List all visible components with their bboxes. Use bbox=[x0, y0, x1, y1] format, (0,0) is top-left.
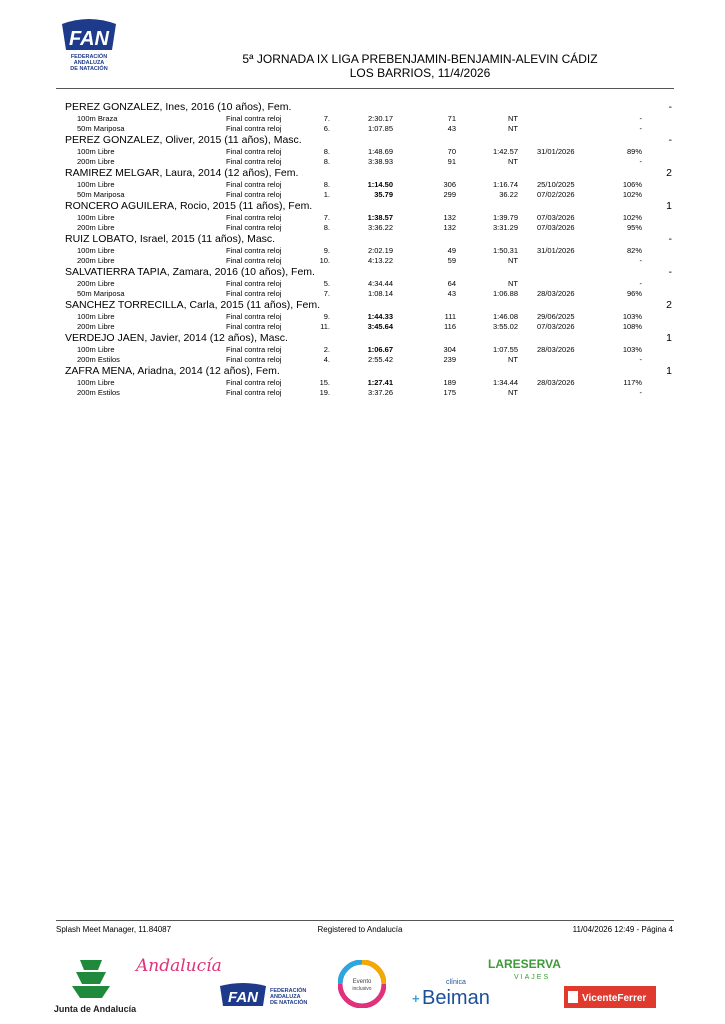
event-place: 7. bbox=[323, 213, 330, 222]
event-percentage: - bbox=[639, 355, 642, 364]
event-time: 1:44.33 bbox=[367, 312, 393, 321]
swimmer-points: 1 bbox=[666, 332, 672, 344]
event-percentage: 103% bbox=[622, 312, 642, 321]
event-row bbox=[0, 355, 725, 365]
event-reference-date: 25/10/2025 bbox=[537, 180, 575, 189]
event-row bbox=[0, 312, 725, 322]
event-type: Final contra reloj bbox=[226, 147, 282, 156]
event-reference-time: 1:42.57 bbox=[492, 147, 518, 156]
event-name: 100m Libre bbox=[77, 213, 115, 222]
event-reference-time: NT bbox=[508, 114, 518, 123]
event-reference-date: 07/03/2026 bbox=[537, 213, 575, 222]
event-fina-points: 239 bbox=[443, 355, 456, 364]
event-percentage: 89% bbox=[626, 147, 642, 156]
event-type: Final contra reloj bbox=[226, 157, 282, 166]
swimmer-row bbox=[0, 200, 725, 213]
event-place: 8. bbox=[323, 223, 330, 232]
svg-text:clínica: clínica bbox=[446, 979, 466, 986]
event-row bbox=[0, 246, 725, 256]
event-reference-date: 07/02/2026 bbox=[537, 190, 575, 199]
event-name: 200m Libre bbox=[77, 157, 115, 166]
event-percentage: - bbox=[639, 124, 642, 133]
event-row bbox=[0, 114, 725, 124]
event-row bbox=[0, 190, 725, 200]
event-type: Final contra reloj bbox=[226, 190, 282, 199]
footer-registration: Registered to Andalucía bbox=[317, 925, 403, 934]
event-row bbox=[0, 378, 725, 388]
andalucia-logo bbox=[134, 952, 224, 978]
swimmer-row bbox=[0, 101, 725, 114]
event-percentage: 103% bbox=[622, 345, 642, 354]
event-reference-time: NT bbox=[508, 157, 518, 166]
event-fina-points: 132 bbox=[443, 213, 456, 222]
page-title: 5ª JORNADA IX LIGA PREBENJAMIN-BENJAMIN-ALEVIN CÁDIZ bbox=[242, 52, 598, 66]
event-time: 4:34.44 bbox=[367, 279, 393, 288]
event-time: 1:48.69 bbox=[367, 147, 393, 156]
event-percentage: 102% bbox=[622, 213, 642, 222]
event-reference-time: NT bbox=[508, 279, 518, 288]
footer-software: Splash Meet Manager, 11.84087 bbox=[56, 925, 172, 934]
event-time: 1:14.50 bbox=[367, 180, 393, 189]
event-fina-points: 70 bbox=[447, 147, 456, 156]
junta-andalucia-logo bbox=[50, 958, 140, 1018]
event-row bbox=[0, 388, 725, 398]
svg-text:FEDERACIÓN: FEDERACIÓN bbox=[70, 54, 108, 60]
header-divider bbox=[56, 88, 674, 89]
event-percentage: 82% bbox=[626, 246, 642, 255]
event-time: 3:45.64 bbox=[367, 322, 393, 331]
event-fina-points: 306 bbox=[443, 180, 456, 189]
event-fina-points: 132 bbox=[443, 223, 456, 232]
event-fina-points: 43 bbox=[447, 124, 456, 133]
event-row bbox=[0, 147, 725, 157]
event-time: 3:37.26 bbox=[367, 388, 393, 397]
event-row bbox=[0, 157, 725, 167]
event-type: Final contra reloj bbox=[226, 213, 282, 222]
swimmer-row bbox=[0, 332, 725, 345]
svg-text:ANDALUZA: ANDALUZA bbox=[73, 60, 105, 66]
event-percentage: 95% bbox=[626, 223, 642, 232]
swimmer-name: PEREZ GONZALEZ, Ines, 2016 (10 años), Fem. bbox=[65, 101, 292, 113]
swimmer-points: 1 bbox=[666, 365, 672, 377]
event-reference-time: 1:16.74 bbox=[492, 180, 518, 189]
event-place: 19. bbox=[319, 388, 330, 397]
svg-text:VIAJES: VIAJES bbox=[514, 974, 551, 981]
event-name: 200m Libre bbox=[77, 256, 115, 265]
swimmer-row bbox=[0, 167, 725, 180]
lareserva-logo bbox=[486, 956, 578, 982]
event-percentage: - bbox=[639, 157, 642, 166]
event-place: 5. bbox=[323, 279, 330, 288]
event-name: 200m Estilos bbox=[77, 388, 120, 397]
event-reference-time: NT bbox=[508, 124, 518, 133]
event-name: 100m Libre bbox=[77, 312, 115, 321]
event-reference-time: 3:31.29 bbox=[492, 223, 518, 232]
swimmer-name: VERDEJO JAEN, Javier, 2014 (12 años), Masc. bbox=[65, 332, 288, 344]
event-row bbox=[0, 289, 725, 299]
event-time: 1:07.85 bbox=[367, 124, 393, 133]
event-fina-points: 59 bbox=[447, 256, 456, 265]
event-name: 100m Libre bbox=[77, 246, 115, 255]
swimmer-points: 2 bbox=[666, 299, 672, 311]
swimmer-name: RUIZ LOBATO, Israel, 2015 (11 años), Masc. bbox=[65, 233, 276, 245]
event-name: 100m Libre bbox=[77, 147, 115, 156]
event-row bbox=[0, 345, 725, 355]
evento-inclusivo-logo bbox=[338, 960, 386, 1008]
event-type: Final contra reloj bbox=[226, 322, 282, 331]
event-type: Final contra reloj bbox=[226, 279, 282, 288]
swimmer-name: RONCERO AGUILERA, Rocio, 2015 (11 años), Fem. bbox=[65, 200, 313, 212]
swimmer-row bbox=[0, 299, 725, 312]
event-percentage: 108% bbox=[622, 322, 642, 331]
event-time: 2:02.19 bbox=[367, 246, 393, 255]
event-reference-time: 1:06.88 bbox=[492, 289, 518, 298]
swimmer-name: SANCHEZ TORRECILLA, Carla, 2015 (11 años), Fem. bbox=[65, 299, 321, 311]
event-reference-date: 31/01/2026 bbox=[537, 147, 575, 156]
swimmer-points: - bbox=[668, 101, 672, 113]
event-place: 7. bbox=[323, 289, 330, 298]
event-time: 35.79 bbox=[374, 190, 393, 199]
event-row bbox=[0, 124, 725, 134]
event-place: 1. bbox=[323, 190, 330, 199]
event-fina-points: 175 bbox=[443, 388, 456, 397]
event-percentage: 106% bbox=[622, 180, 642, 189]
svg-text:ANDALUZA: ANDALUZA bbox=[270, 994, 301, 1000]
event-row bbox=[0, 322, 725, 332]
page-subtitle: LOS BARRIOS, 11/4/2026 bbox=[349, 66, 491, 80]
event-time: 3:38.93 bbox=[367, 157, 393, 166]
event-percentage: - bbox=[639, 256, 642, 265]
event-reference-time: 1:50.31 bbox=[492, 246, 518, 255]
footer-divider bbox=[56, 920, 674, 921]
event-reference-time: 3:55.02 bbox=[492, 322, 518, 331]
event-percentage: 117% bbox=[623, 378, 642, 387]
event-reference-date: 28/03/2026 bbox=[537, 289, 575, 298]
event-percentage: - bbox=[639, 279, 642, 288]
event-name: 50m Mariposa bbox=[77, 289, 125, 298]
event-place: 15. bbox=[319, 378, 330, 387]
swimmer-points: - bbox=[668, 134, 672, 146]
event-type: Final contra reloj bbox=[226, 180, 282, 189]
svg-text:Andalucía: Andalucía bbox=[136, 956, 222, 976]
event-reference-time: 1:39.79 bbox=[492, 213, 518, 222]
event-type: Final contra reloj bbox=[226, 345, 282, 354]
svg-text:DE NATACIÓN: DE NATACIÓN bbox=[70, 66, 108, 72]
event-reference-time: 1:46.08 bbox=[492, 312, 518, 321]
event-type: Final contra reloj bbox=[226, 289, 282, 298]
event-place: 10. bbox=[319, 256, 330, 265]
swimmer-row bbox=[0, 134, 725, 147]
event-reference-time: 1:34.44 bbox=[492, 378, 518, 387]
event-time: 1:27.41 bbox=[367, 378, 393, 387]
vicente-ferrer-logo bbox=[564, 986, 656, 1008]
event-reference-time: NT bbox=[508, 388, 518, 397]
swimmer-points: - bbox=[668, 266, 672, 278]
event-time: 1:38.57 bbox=[367, 213, 393, 222]
results-list bbox=[0, 101, 725, 398]
event-percentage: - bbox=[639, 388, 642, 397]
event-row bbox=[0, 256, 725, 266]
event-reference-date: 07/03/2026 bbox=[537, 322, 575, 331]
event-reference-time: NT bbox=[508, 355, 518, 364]
svg-text:inclusivo: inclusivo bbox=[352, 986, 372, 992]
event-fina-points: 116 bbox=[444, 322, 456, 331]
svg-text:Beiman: Beiman bbox=[422, 987, 490, 1009]
event-reference-date: 29/06/2025 bbox=[537, 312, 575, 321]
fan-logo bbox=[58, 16, 120, 76]
event-place: 9. bbox=[323, 246, 330, 255]
event-name: 200m Libre bbox=[77, 322, 115, 331]
event-percentage: - bbox=[639, 114, 642, 123]
event-name: 100m Libre bbox=[77, 180, 115, 189]
event-name: 100m Braza bbox=[77, 114, 118, 123]
event-place: 9. bbox=[323, 312, 330, 321]
event-row bbox=[0, 213, 725, 223]
svg-text:+: + bbox=[412, 991, 420, 1006]
event-reference-date: 31/01/2026 bbox=[537, 246, 575, 255]
page-header bbox=[120, 52, 720, 80]
swimmer-name: RAMIREZ MELGAR, Laura, 2014 (12 años), Fem. bbox=[65, 167, 299, 179]
event-fina-points: 91 bbox=[447, 157, 456, 166]
event-type: Final contra reloj bbox=[226, 223, 282, 232]
swimmer-row bbox=[0, 266, 725, 279]
event-percentage: 102% bbox=[622, 190, 642, 199]
event-row bbox=[0, 223, 725, 233]
fan-logo-text: FAN bbox=[69, 28, 109, 50]
svg-text:VicenteFerrer: VicenteFerrer bbox=[582, 993, 647, 1004]
event-type: Final contra reloj bbox=[226, 124, 282, 133]
svg-text:Junta de Andalucía: Junta de Andalucía bbox=[53, 1004, 137, 1014]
event-row bbox=[0, 180, 725, 190]
event-time: 2:55.42 bbox=[367, 355, 393, 364]
event-reference-date: 07/03/2026 bbox=[537, 223, 575, 232]
event-name: 200m Estilos bbox=[77, 355, 120, 364]
event-time: 1:08.14 bbox=[367, 289, 393, 298]
event-fina-points: 299 bbox=[443, 190, 456, 199]
event-name: 100m Libre bbox=[77, 378, 115, 387]
swimmer-points: - bbox=[668, 233, 672, 245]
event-name: 50m Mariposa bbox=[77, 124, 125, 133]
event-type: Final contra reloj bbox=[226, 312, 282, 321]
event-fina-points: 64 bbox=[447, 279, 456, 288]
event-time: 2:30.17 bbox=[367, 114, 393, 123]
event-type: Final contra reloj bbox=[226, 246, 282, 255]
event-place: 11. bbox=[320, 322, 330, 331]
swimmer-name: PEREZ GONZALEZ, Oliver, 2015 (11 años), Masc. bbox=[65, 134, 302, 146]
swimmer-name: SALVATIERRA TAPIA, Zamara, 2016 (10 años), Fem. bbox=[65, 266, 315, 278]
event-type: Final contra reloj bbox=[226, 355, 282, 364]
event-place: 8. bbox=[323, 180, 330, 189]
svg-text:Evento: Evento bbox=[352, 979, 372, 985]
svg-text:DE NATACIÓN: DE NATACIÓN bbox=[270, 1000, 308, 1006]
event-fina-points: 71 bbox=[447, 114, 456, 123]
event-percentage: 96% bbox=[626, 289, 642, 298]
event-reference-time: NT bbox=[508, 256, 518, 265]
event-name: 100m Libre bbox=[77, 345, 115, 354]
event-type: Final contra reloj bbox=[226, 256, 282, 265]
svg-text:LARESERVA: LARESERVA bbox=[488, 957, 561, 971]
event-place: 6. bbox=[323, 124, 330, 133]
event-type: Final contra reloj bbox=[226, 388, 282, 397]
event-type: Final contra reloj bbox=[226, 378, 282, 387]
svg-text:FEDERACIÓN: FEDERACIÓN bbox=[270, 988, 307, 994]
swimmer-row bbox=[0, 365, 725, 378]
svg-text:FAN: FAN bbox=[228, 989, 258, 1006]
event-fina-points: 304 bbox=[443, 345, 456, 354]
swimmer-name: ZAFRA MENA, Ariadna, 2014 (12 años), Fem. bbox=[65, 365, 280, 377]
event-place: 8. bbox=[323, 157, 330, 166]
swimmer-points: 2 bbox=[666, 167, 672, 179]
swimmer-points: 1 bbox=[666, 200, 672, 212]
event-reference-date: 28/03/2026 bbox=[537, 345, 575, 354]
event-reference-time: 36.22 bbox=[499, 190, 518, 199]
event-name: 200m Libre bbox=[77, 279, 115, 288]
event-fina-points: 111 bbox=[444, 312, 456, 321]
event-time: 4:13.22 bbox=[367, 256, 393, 265]
event-place: 7. bbox=[323, 114, 330, 123]
event-reference-date: 28/03/2026 bbox=[537, 378, 575, 387]
event-fina-points: 189 bbox=[443, 378, 456, 387]
footer-date-page: 11/04/2026 12:49 - Página 4 bbox=[572, 925, 673, 934]
event-place: 2. bbox=[323, 345, 330, 354]
event-name: 50m Mariposa bbox=[77, 190, 125, 199]
event-time: 1:06.67 bbox=[367, 345, 393, 354]
swimmer-row bbox=[0, 233, 725, 246]
event-fina-points: 49 bbox=[447, 246, 456, 255]
event-type: Final contra reloj bbox=[226, 114, 282, 123]
event-place: 4. bbox=[323, 355, 330, 364]
event-time: 3:36.22 bbox=[367, 223, 393, 232]
event-reference-time: 1:07.55 bbox=[492, 345, 518, 354]
event-place: 8. bbox=[323, 147, 330, 156]
event-name: 200m Libre bbox=[77, 223, 115, 232]
fan-sponsor-logo bbox=[218, 982, 310, 1010]
event-fina-points: 43 bbox=[447, 289, 456, 298]
event-row bbox=[0, 279, 725, 289]
